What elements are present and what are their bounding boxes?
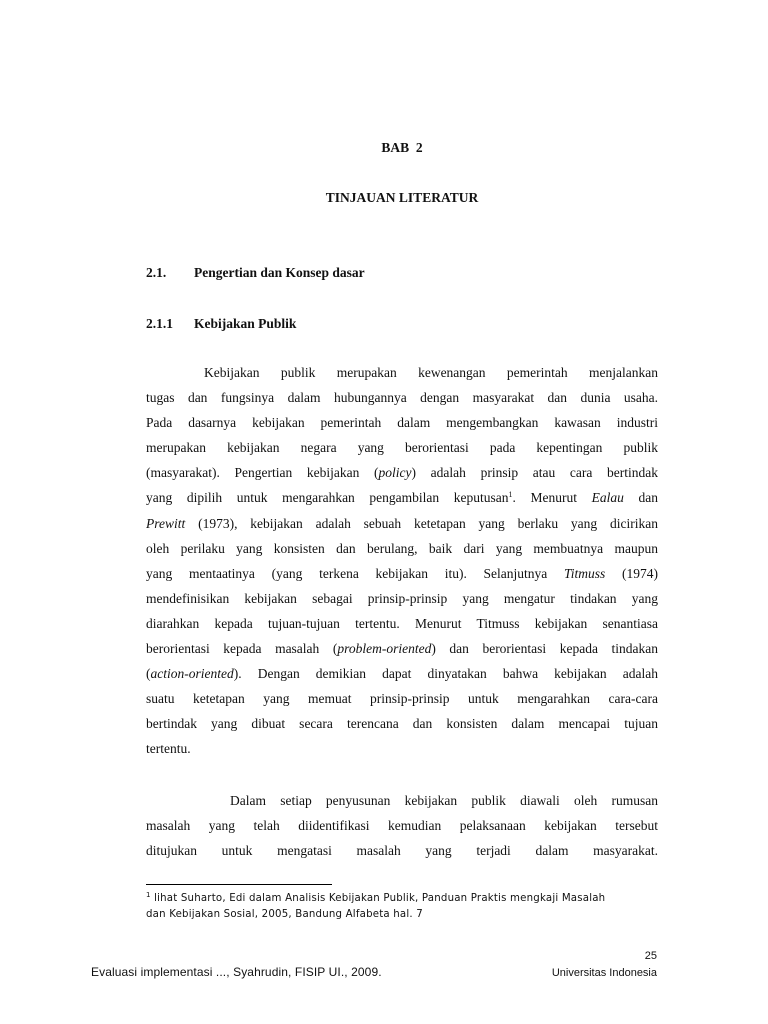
text-run: berorientasi kepada masalah ( — [146, 641, 338, 657]
footnote-divider — [146, 884, 332, 885]
text-run: suatu ketetapan yang memuat prinsip-prinsip untuk mengarahkan cara-cara — [146, 691, 658, 707]
paragraph-2-line: masalah yang telah diidentifikasi kemudian pelaksanaan kebijakan tersebut — [146, 818, 658, 834]
paragraph-1-line — [146, 711, 658, 736]
section-heading — [146, 265, 365, 281]
paragraph-1-line — [146, 360, 658, 385]
paragraph-1-line — [146, 410, 658, 435]
text-run: (masyarakat). Pengertian kebijakan ( — [146, 465, 379, 481]
section-number: 2.1. — [146, 265, 167, 280]
italic-term: Prewitt — [146, 515, 186, 531]
paragraph-1-line — [146, 586, 658, 611]
paragraph-1-line — [146, 435, 658, 460]
text-run: dan — [623, 490, 658, 506]
text-run: (1973), kebijakan adalah sebuah ketetapan yang berlaku yang dicirikan — [185, 515, 658, 531]
italic-term: action-oriented — [150, 666, 234, 682]
footnote-reference: 1 — [508, 490, 513, 500]
paragraph-1-line — [146, 485, 658, 510]
footnote-text-line-2: dan Kebijakan Sosial, 2005, Bandung Alfabeta hal. 7 — [146, 909, 423, 920]
subsection-number: 2.1.1 — [146, 316, 173, 331]
text-run: Pada dasarnya kebijakan pemerintah dalam mengembangkan kawasan industri — [146, 415, 658, 431]
text-run: (1974) — [605, 565, 658, 581]
paragraph-1-line — [146, 536, 658, 561]
paragraph-2-line: ditujukan untuk mengatasi masalah yang terjadi dalam masyarakat. — [146, 843, 658, 859]
page-number: 25 — [644, 950, 657, 962]
text-run: mendefinisikan kebijakan sebagai prinsip-prinsip yang mengatur tindakan yang — [146, 590, 658, 606]
paragraph-2 — [146, 788, 658, 863]
paragraph-1-line — [146, 385, 658, 410]
footnote — [146, 891, 666, 923]
paragraph-1-line — [146, 611, 658, 636]
italic-term: Titmuss — [564, 565, 606, 581]
italic-term: policy — [378, 465, 412, 481]
text-run: yang mentaatinya (yang terkena kebijakan itu). Selanjutnya — [146, 565, 564, 581]
paragraph-1 — [146, 360, 658, 762]
paragraph-1-line — [146, 661, 658, 686]
paragraph-1-line — [146, 561, 658, 586]
footer-institution: Universitas Indonesia — [551, 967, 657, 979]
paragraph-1-line — [146, 460, 658, 485]
chapter-label: BAB 2 — [381, 140, 423, 155]
text-run: yang dipilih untuk mengarahkan pengambilan keputusan — [146, 490, 509, 506]
footer-citation: Evaluasi implementasi ..., Syahrudin, FISIP UI., 2009. — [91, 965, 382, 979]
text-run: oleh perilaku yang konsisten dan berulang, baik dari yang membuatnya maupun — [146, 540, 658, 556]
paragraph-2-line: Dalam setiap penyusunan kebijakan publik diawali oleh rumusan — [230, 793, 658, 808]
text-run: ). Dengan demikian dapat dinyatakan bahwa kebijakan adalah — [233, 666, 658, 682]
paragraph-1-line — [146, 511, 658, 536]
footnote-text-line-1: lihat Suharto, Edi dalam Analisis Kebijakan Publik, Panduan Praktis mengkaji Masalah — [150, 893, 606, 904]
italic-term: Ealau — [591, 490, 624, 506]
subsection-title: Kebijakan Publik — [194, 316, 297, 331]
paragraph-1-line — [146, 686, 658, 711]
text-run: . Menurut — [512, 490, 592, 506]
text-run: ( — [146, 666, 151, 682]
italic-term: problem-oriented — [337, 641, 432, 657]
text-run: ) dan berorientasi kepada tindakan — [431, 641, 658, 657]
text-run: diarahkan kepada tujuan-tujuan tertentu. Menurut Titmuss kebijakan senantiasa — [146, 615, 658, 631]
paragraph-1-line — [146, 636, 658, 661]
section-title: Pengertian dan Konsep dasar — [194, 265, 365, 280]
text-run: merupakan kebijakan negara yang berorientasi pada kepentingan publik — [146, 440, 658, 456]
subsection-heading — [146, 316, 296, 332]
text-run: Kebijakan publik merupakan kewenangan pemerintah menjalankan — [204, 365, 658, 380]
text-run: tugas dan fungsinya dalam hubungannya dengan masyarakat dan dunia usaha. — [146, 390, 658, 406]
chapter-title: TINJAUAN LITERATUR — [325, 190, 479, 205]
footnote-marker: 1 — [146, 891, 151, 899]
text-run: bertindak yang dibuat secara terencana dan konsisten dalam mencapai tujuan — [146, 716, 658, 732]
paragraph-1-line — [146, 736, 658, 761]
text-run: tertentu. — [146, 741, 191, 757]
text-run: ) adalah prinsip atau cara bertindak — [411, 465, 658, 481]
